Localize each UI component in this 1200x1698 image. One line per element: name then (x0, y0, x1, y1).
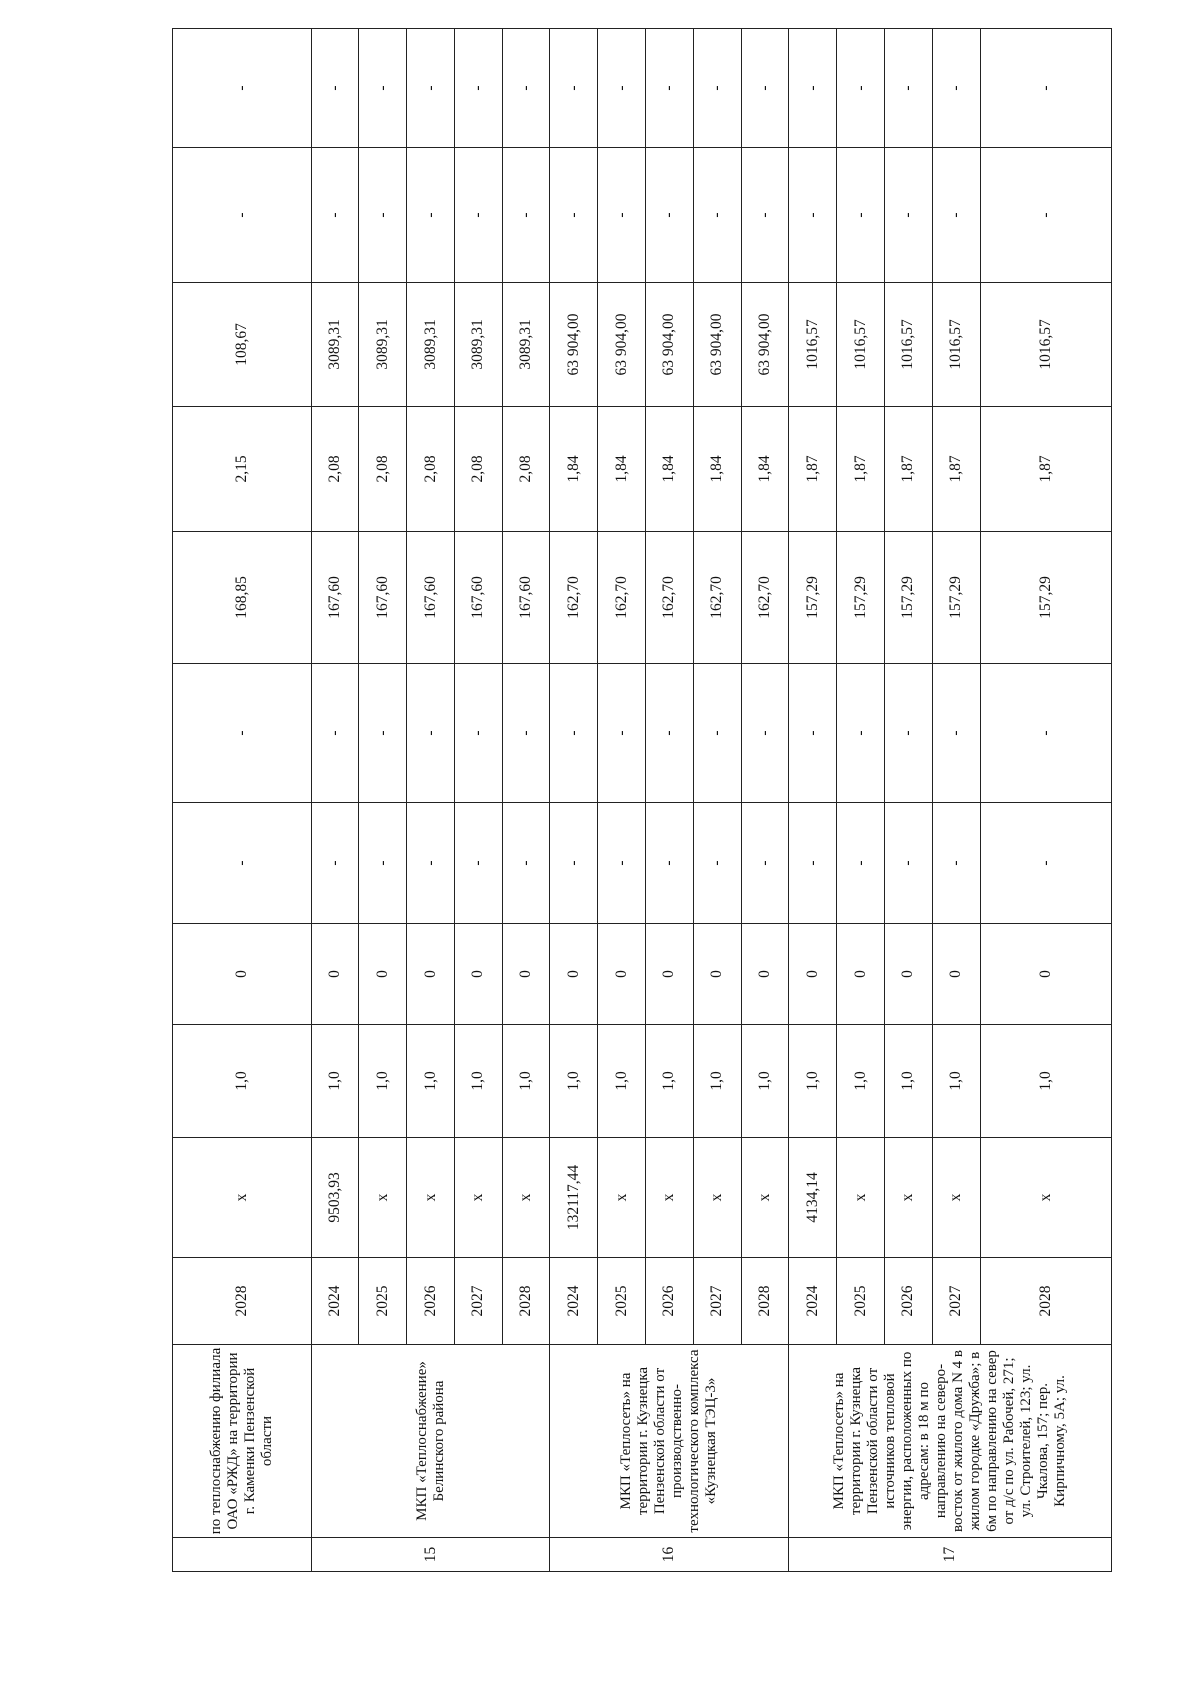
value-cell: - (980, 663, 1111, 802)
table-row (502, 29, 550, 1572)
table-row (311, 29, 359, 1572)
value-cell: - (598, 802, 646, 923)
value-cell: 0 (884, 923, 932, 1024)
value-cell: 2,08 (454, 406, 502, 531)
value-cell: - (359, 29, 407, 148)
year-cell: 2024 (789, 1257, 837, 1344)
table-row (407, 29, 455, 1572)
value-cell: - (173, 663, 312, 802)
value-cell: 1,0 (502, 1024, 550, 1137)
value-cell: - (359, 802, 407, 923)
value-cell: 0 (502, 923, 550, 1024)
year-cell: 2026 (884, 1257, 932, 1344)
value-cell: 63 904,00 (693, 282, 741, 406)
value-cell: - (359, 147, 407, 282)
value-cell: - (884, 29, 932, 148)
value-cell: 162,70 (741, 531, 789, 663)
organization-name: МКП «Теплоснабжение» Белинского района (311, 1344, 550, 1537)
value-cell: 9503,93 (311, 1137, 359, 1257)
value-cell: 157,29 (932, 531, 980, 663)
value-cell: 1,0 (980, 1024, 1111, 1137)
value-cell: 1,0 (598, 1024, 646, 1137)
year-cell: 2025 (359, 1257, 407, 1344)
value-cell: 1,0 (884, 1024, 932, 1137)
value-cell: - (980, 147, 1111, 282)
value-cell: 1,0 (173, 1024, 312, 1137)
year-cell: 2026 (407, 1257, 455, 1344)
value-cell: 108,67 (173, 282, 312, 406)
value-cell: - (598, 663, 646, 802)
value-cell: - (502, 663, 550, 802)
table-row (454, 29, 502, 1572)
value-cell: - (693, 29, 741, 148)
value-cell: - (646, 802, 694, 923)
tariff-table (172, 28, 1112, 1572)
value-cell: 3089,31 (502, 282, 550, 406)
value-cell: 63 904,00 (646, 282, 694, 406)
value-cell: х (932, 1137, 980, 1257)
value-cell: - (884, 663, 932, 802)
value-cell: 1,0 (693, 1024, 741, 1137)
year-cell: 2028 (502, 1257, 550, 1344)
value-cell: 1,0 (407, 1024, 455, 1137)
value-cell: 1016,57 (932, 282, 980, 406)
value-cell: х (646, 1137, 694, 1257)
value-cell: - (789, 147, 837, 282)
value-cell: 1016,57 (837, 282, 885, 406)
value-cell: - (932, 663, 980, 802)
organization-name: МКП «Теплосеть» на территории г. Кузнецка Пензенской области от источников тепловой энергии, расположенных по адресам: в 18 м по направлению на северо-восток от жилого дома N 4 в жилом городке «Дружба»; в 6м по направлению на север от д/с по ул. Рабочей, 271; ул. Строителей, 123; ул. Чкалова, 157; пер. Кирпичному, 5А; ул. (789, 1344, 1112, 1537)
value-cell: 1,87 (932, 406, 980, 531)
value-cell: 1,87 (789, 406, 837, 531)
value-cell: - (837, 663, 885, 802)
year-cell: 2028 (980, 1257, 1111, 1344)
value-cell: - (980, 29, 1111, 148)
value-cell: - (454, 29, 502, 148)
value-cell: 1,0 (932, 1024, 980, 1137)
value-cell: - (502, 802, 550, 923)
value-cell: - (598, 147, 646, 282)
year-cell: 2024 (550, 1257, 598, 1344)
value-cell: 162,70 (550, 531, 598, 663)
value-cell: 157,29 (789, 531, 837, 663)
value-cell: 0 (932, 923, 980, 1024)
value-cell: - (502, 147, 550, 282)
value-cell: 167,60 (407, 531, 455, 663)
value-cell: 1,0 (359, 1024, 407, 1137)
value-cell: 1,84 (646, 406, 694, 531)
value-cell: - (550, 802, 598, 923)
value-cell: х (502, 1137, 550, 1257)
value-cell: 4134,14 (789, 1137, 837, 1257)
value-cell: 0 (454, 923, 502, 1024)
table-row (173, 29, 312, 1572)
value-cell: х (693, 1137, 741, 1257)
value-cell: - (454, 663, 502, 802)
value-cell: 157,29 (980, 531, 1111, 663)
value-cell: - (311, 147, 359, 282)
value-cell: х (980, 1137, 1111, 1257)
year-cell: 2027 (932, 1257, 980, 1344)
table-row (693, 29, 741, 1572)
value-cell: 1,0 (837, 1024, 885, 1137)
value-cell: 0 (311, 923, 359, 1024)
year-cell: 2028 (173, 1257, 312, 1344)
year-cell: 2028 (741, 1257, 789, 1344)
value-cell: 1,84 (741, 406, 789, 531)
value-cell: - (932, 29, 980, 148)
value-cell: - (502, 29, 550, 148)
value-cell: 2,08 (359, 406, 407, 531)
value-cell: - (550, 29, 598, 148)
value-cell: х (173, 1137, 312, 1257)
value-cell: 63 904,00 (550, 282, 598, 406)
value-cell: - (837, 147, 885, 282)
value-cell: 2,08 (502, 406, 550, 531)
value-cell: 167,60 (359, 531, 407, 663)
year-cell: 2027 (693, 1257, 741, 1344)
table-row (646, 29, 694, 1572)
value-cell: 0 (598, 923, 646, 1024)
value-cell: - (646, 663, 694, 802)
year-cell: 2025 (598, 1257, 646, 1344)
value-cell: - (173, 29, 312, 148)
value-cell: - (980, 802, 1111, 923)
value-cell: 1,0 (454, 1024, 502, 1137)
value-cell: 3089,31 (407, 282, 455, 406)
value-cell: - (173, 802, 312, 923)
value-cell: х (407, 1137, 455, 1257)
value-cell: - (173, 147, 312, 282)
value-cell: 167,60 (502, 531, 550, 663)
value-cell: - (646, 147, 694, 282)
value-cell: - (932, 802, 980, 923)
value-cell: 162,70 (693, 531, 741, 663)
value-cell: - (407, 29, 455, 148)
table-row (741, 29, 789, 1572)
value-cell: 157,29 (837, 531, 885, 663)
value-cell: 1,0 (789, 1024, 837, 1137)
value-cell: 1,0 (646, 1024, 694, 1137)
value-cell: 0 (980, 923, 1111, 1024)
value-cell: - (646, 29, 694, 148)
value-cell: 0 (837, 923, 885, 1024)
value-cell: - (741, 147, 789, 282)
value-cell: 2,08 (311, 406, 359, 531)
value-cell: х (884, 1137, 932, 1257)
value-cell: 0 (550, 923, 598, 1024)
table-row (932, 29, 980, 1572)
value-cell: - (789, 29, 837, 148)
value-cell: - (311, 802, 359, 923)
value-cell: 2,08 (407, 406, 455, 531)
value-cell: - (741, 663, 789, 802)
value-cell: - (884, 147, 932, 282)
row-number: 16 (550, 1538, 789, 1572)
row-number (173, 1538, 312, 1572)
value-cell: х (359, 1137, 407, 1257)
value-cell: 0 (407, 923, 455, 1024)
value-cell: - (837, 29, 885, 148)
value-cell: 1,84 (550, 406, 598, 531)
value-cell: 3089,31 (311, 282, 359, 406)
value-cell: 1,87 (884, 406, 932, 531)
year-cell: 2027 (454, 1257, 502, 1344)
value-cell: 3089,31 (454, 282, 502, 406)
table-row (980, 29, 1111, 1572)
value-cell: х (837, 1137, 885, 1257)
value-cell: - (693, 663, 741, 802)
value-cell: - (741, 802, 789, 923)
value-cell: х (454, 1137, 502, 1257)
table-row (789, 29, 837, 1572)
value-cell: 157,29 (884, 531, 932, 663)
value-cell: 1,0 (311, 1024, 359, 1137)
value-cell: - (550, 663, 598, 802)
value-cell: 0 (741, 923, 789, 1024)
value-cell: 167,60 (454, 531, 502, 663)
value-cell: 0 (693, 923, 741, 1024)
value-cell: 0 (359, 923, 407, 1024)
value-cell: - (837, 802, 885, 923)
value-cell: 1016,57 (884, 282, 932, 406)
value-cell: 167,60 (311, 531, 359, 663)
value-cell: - (884, 802, 932, 923)
table-row (837, 29, 885, 1572)
value-cell: 1,84 (598, 406, 646, 531)
value-cell: 1,84 (693, 406, 741, 531)
value-cell: 63 904,00 (598, 282, 646, 406)
value-cell: - (407, 663, 455, 802)
value-cell: 63 904,00 (741, 282, 789, 406)
value-cell: 3089,31 (359, 282, 407, 406)
value-cell: - (407, 802, 455, 923)
value-cell: 1016,57 (980, 282, 1111, 406)
value-cell: - (359, 663, 407, 802)
value-cell: 162,70 (598, 531, 646, 663)
value-cell: 0 (173, 923, 312, 1024)
value-cell: - (789, 663, 837, 802)
table-row (598, 29, 646, 1572)
year-cell: 2025 (837, 1257, 885, 1344)
value-cell: - (693, 802, 741, 923)
value-cell: - (311, 663, 359, 802)
value-cell: - (693, 147, 741, 282)
value-cell: 1,0 (741, 1024, 789, 1137)
value-cell: 132117,44 (550, 1137, 598, 1257)
value-cell: 1,0 (550, 1024, 598, 1137)
value-cell: 0 (646, 923, 694, 1024)
rotated-table-wrapper (172, 28, 1112, 1572)
table-row (359, 29, 407, 1572)
value-cell: - (932, 147, 980, 282)
value-cell: 0 (789, 923, 837, 1024)
table-row (550, 29, 598, 1572)
row-number: 15 (311, 1538, 550, 1572)
value-cell: - (789, 802, 837, 923)
value-cell: - (454, 147, 502, 282)
year-cell: 2024 (311, 1257, 359, 1344)
value-cell: - (311, 29, 359, 148)
row-number: 17 (789, 1538, 1112, 1572)
value-cell: - (407, 147, 455, 282)
organization-name: МКП «Теплосеть» на территории г. Кузнецка Пензенской области от производственно-технологического комплекса «Кузнецкая ТЭЦ-3» (550, 1344, 789, 1537)
value-cell: - (454, 802, 502, 923)
year-cell: 2026 (646, 1257, 694, 1344)
value-cell: х (598, 1137, 646, 1257)
value-cell: 2,15 (173, 406, 312, 531)
value-cell: 1,87 (837, 406, 885, 531)
value-cell: 1016,57 (789, 282, 837, 406)
value-cell: - (598, 29, 646, 148)
value-cell: - (741, 29, 789, 148)
value-cell: х (741, 1137, 789, 1257)
value-cell: 168,85 (173, 531, 312, 663)
table-row (884, 29, 932, 1572)
value-cell: - (550, 147, 598, 282)
value-cell: 162,70 (646, 531, 694, 663)
value-cell: 1,87 (980, 406, 1111, 531)
organization-name: по теплоснабжению филиала ОАО «РЖД» на территории г. Каменки Пензенской области (173, 1344, 312, 1537)
